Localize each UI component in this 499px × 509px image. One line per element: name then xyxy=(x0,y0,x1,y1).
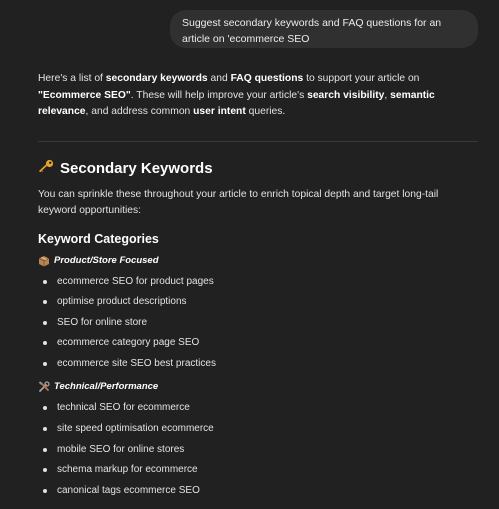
key-icon xyxy=(38,158,56,180)
category-product-store xyxy=(38,254,478,375)
assistant-response xyxy=(38,71,478,501)
category-label: Technical/Performance xyxy=(54,381,159,393)
list-item: ecommerce SEO for product pages xyxy=(38,272,478,293)
list-item: SEO for online store xyxy=(38,313,478,334)
intro-bold: secondary keywords xyxy=(105,73,208,84)
intro-text: , and address common xyxy=(85,106,194,117)
intro-bold: FAQ questions xyxy=(230,73,304,84)
category-heading xyxy=(38,380,478,394)
intro-text: . These will help improve your article's xyxy=(130,89,308,101)
list-item: canonical tags ecommerce SEO xyxy=(38,481,478,502)
intro-paragraph xyxy=(38,71,478,121)
tools-icon xyxy=(38,381,50,393)
intro-bold: search visibility xyxy=(307,89,385,101)
intro-bold: "Ecommerce SEO" xyxy=(38,89,131,101)
list-item: optimise product descriptions xyxy=(38,292,478,313)
subheading-keyword-categories: Keyword Categories xyxy=(38,231,159,246)
intro-text: queries. xyxy=(245,106,286,117)
section-title: Secondary Keywords xyxy=(60,159,213,177)
intro-text: to support your article on xyxy=(303,73,420,84)
list-item: ecommerce category page SEO xyxy=(38,333,478,354)
intro-bold: user intent xyxy=(193,106,246,117)
section-heading xyxy=(38,158,478,180)
list-item: schema markup for ecommerce xyxy=(38,460,478,481)
keyword-list xyxy=(38,272,478,375)
section-description: You can sprinkle these throughout your article to enrich topical depth and target long-tail keyword opportunities: xyxy=(38,188,439,216)
keyword-list xyxy=(38,398,478,501)
section-divider xyxy=(38,141,478,142)
intro-text: , xyxy=(384,89,391,101)
list-item: mobile SEO for online stores xyxy=(38,440,478,461)
intro-text: Here's a list of xyxy=(38,73,106,84)
list-item: technical SEO for ecommerce xyxy=(38,398,478,419)
intro-bold: semantic relevance xyxy=(38,89,435,117)
user-message-bubble xyxy=(170,10,478,48)
category-technical-performance xyxy=(38,380,478,501)
category-heading xyxy=(38,254,478,268)
intro-text: and xyxy=(207,73,231,84)
list-item: ecommerce site SEO best practices xyxy=(38,354,478,375)
user-message-text: Suggest secondary keywords and FAQ questions for an article on 'ecommerce SEO xyxy=(182,17,442,45)
category-label: Product/Store Focused xyxy=(54,254,159,266)
list-item: site speed optimisation ecommerce xyxy=(38,419,478,440)
package-icon xyxy=(38,255,50,267)
